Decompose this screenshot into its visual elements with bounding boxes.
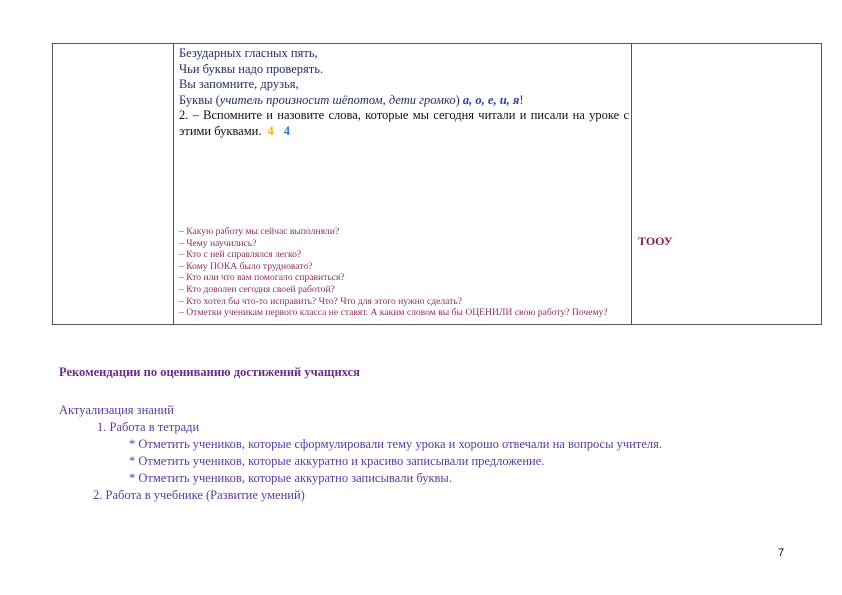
- column-divider-left: [173, 44, 174, 324]
- question-8: – Отметки ученикам первого класса не ставят. А каким словом вы бы ОЦЕНИЛИ свою работу? Почему?: [179, 307, 608, 319]
- sub-item-2: * Отметить учеников, которые аккуратно и красиво записывали предложение.: [129, 454, 545, 468]
- poem-line-4-end: !: [519, 92, 524, 107]
- teacher-instruction: учитель произносит шёпотом, дети громко: [219, 92, 456, 107]
- number-blue: 4: [283, 123, 290, 138]
- tooy-label: ТООУ: [638, 234, 673, 248]
- question-2: – Чему научились?: [179, 237, 257, 249]
- question-6: – Кто доволен сегодня своей работой?: [179, 283, 335, 295]
- poem-line-3: Вы запомните, друзья,: [179, 77, 299, 91]
- poem-line-4-after: ): [455, 92, 463, 107]
- list-item-2: 2. Работа в учебнике (Развитие умений): [93, 488, 305, 502]
- task-2: [179, 108, 629, 139]
- question-4: – Кому ПОКА было трудновато?: [179, 260, 313, 272]
- poem-line-1: Безударных гласных пять,: [179, 46, 318, 60]
- recommendations-title: Рекомендации по оцениванию достижений учащихся: [59, 365, 360, 379]
- task-2-text: 2. – Вспомните и назовите слова, которые мы сегодня читали и писали на уроке с этими буквами.: [179, 108, 629, 138]
- column-divider-right: [631, 44, 632, 324]
- poem-line-2: Чьи буквы надо проверять.: [179, 61, 324, 76]
- lesson-content-cell: [179, 46, 629, 139]
- sub-item-1: * Отметить учеников, которые сформулировали тему урока и хорошо отвечали на вопросы учителя.: [129, 437, 662, 451]
- question-7: – Кто хотел бы что-то исправить? Что? Что для этого нужно сделать?: [179, 295, 462, 307]
- recommendations-section: [59, 402, 662, 504]
- reflection-questions: [179, 226, 629, 319]
- number-yellow: 4: [267, 123, 274, 138]
- question-5: – Кто или что вам помогало справиться?: [179, 272, 345, 284]
- lesson-table: [52, 43, 822, 325]
- question-1: – Какую работу мы сейчас выполняли?: [179, 226, 340, 237]
- question-3: – Кто с ней справлялся легко?: [179, 249, 302, 261]
- section-heading: Актуализация знаний: [59, 403, 174, 417]
- poem-line-4-before: Буквы (: [179, 92, 220, 107]
- page-number: 7: [778, 547, 785, 559]
- poem-line-4: [179, 93, 629, 109]
- vowels-list: а, о, е, и, я: [462, 92, 520, 107]
- sub-item-3: * Отметить учеников, которые аккуратно записывали буквы.: [129, 471, 452, 485]
- list-item-1: 1. Работа в тетради: [97, 420, 200, 434]
